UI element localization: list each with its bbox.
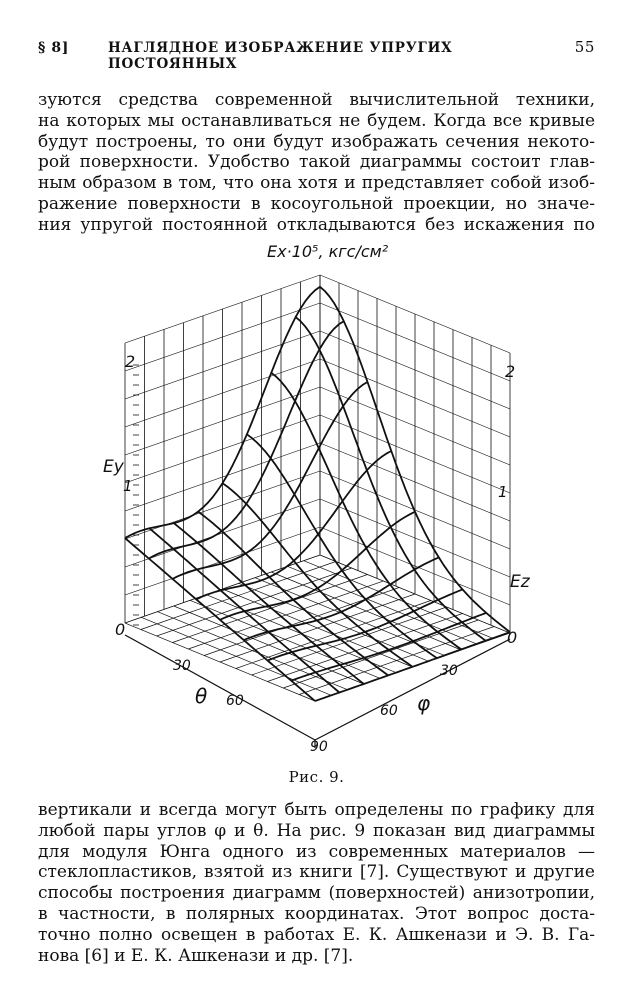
axis-title: Ex·10⁵, кгс/см² xyxy=(267,245,389,261)
text-line: нова [6] и Е. К. Ашкенази и др. [7]. xyxy=(38,945,354,966)
theta-tick-30: 30 xyxy=(173,658,191,674)
phi-label: φ xyxy=(417,691,431,715)
surface-curve xyxy=(173,382,368,579)
left-tick-0: 0 xyxy=(115,620,126,639)
paragraph-top xyxy=(38,90,595,236)
text-line: рой поверхности. Удобство такой диаграммы состоит глав- xyxy=(38,152,595,173)
right-tick-2: 2 xyxy=(505,362,516,381)
text-line: способы построения диаграмм (поверхностей) анизотропии, xyxy=(38,883,595,904)
text-line: зуются средства современной вычислительной техники, xyxy=(38,90,595,110)
left-tick-2: 2 xyxy=(125,352,136,371)
surface-curve xyxy=(271,373,461,650)
running-title: НАГЛЯДНОЕ ИЗОБРАЖЕНИЕ УПРУГИХ ПОСТОЯННЫХ xyxy=(108,40,453,72)
figure-caption: Рис. 9. xyxy=(288,768,345,786)
text-line: ражение поверхности в косоугольной проекции, но значе- xyxy=(38,193,595,214)
base-edge xyxy=(315,639,510,740)
text-line: любой пары углов φ и θ. На рис. 9 показан вид диаграммы xyxy=(38,820,595,841)
page-number: 55 xyxy=(574,38,595,56)
right-tick-1: 1 xyxy=(498,483,508,501)
text-line: будут построены, то они будут изображать сечения некото- xyxy=(38,131,595,152)
floor-grid-line xyxy=(125,623,315,701)
surface-curve xyxy=(247,434,437,658)
text-line: стеклопластиков, взятой из книги [7]. Существуют и другие xyxy=(38,862,595,883)
theta-label: θ xyxy=(195,684,208,708)
paragraph-bottom xyxy=(38,800,595,966)
ey-label: Ey xyxy=(103,457,124,477)
text-line: ным образом в том, что она хотя и представляет собой изоб- xyxy=(38,173,595,194)
surface-curve xyxy=(196,451,391,599)
ez-label: Ez xyxy=(510,572,530,592)
right-tick-0: 0 xyxy=(507,628,518,647)
floor-grid-line xyxy=(141,617,331,695)
theta-tick-60: 60 xyxy=(226,693,244,709)
text-line: в частности, в полярных координатах. Этот вопрос доста- xyxy=(38,903,595,924)
text-line: ния упругой постоянной откладываются без искажения по xyxy=(38,214,595,235)
left-tick-1: 1 xyxy=(123,477,133,495)
section-mark: § 8] xyxy=(38,40,69,56)
text-line: точно полно освещен в работах Е. К. Ашкенази и Э. В. Га- xyxy=(38,924,595,945)
phi-tick-60: 60 xyxy=(380,703,398,719)
phi-tick-30: 30 xyxy=(440,663,458,679)
floor-grid-line xyxy=(174,606,364,684)
running-header xyxy=(38,38,595,72)
text-line: для модуля Юнга одного из современных материалов — xyxy=(38,841,595,862)
text-line: на которых мы останавливаться не будем. Когда все кривые xyxy=(38,110,595,131)
theta-tick-90: 90 xyxy=(310,739,328,755)
figure-9-surface-diagram xyxy=(95,245,545,760)
floor-grid-line xyxy=(190,600,380,678)
text-line: вертикали и всегда могут быть определены по графику для xyxy=(38,800,595,820)
floor-grid-line xyxy=(158,612,348,690)
